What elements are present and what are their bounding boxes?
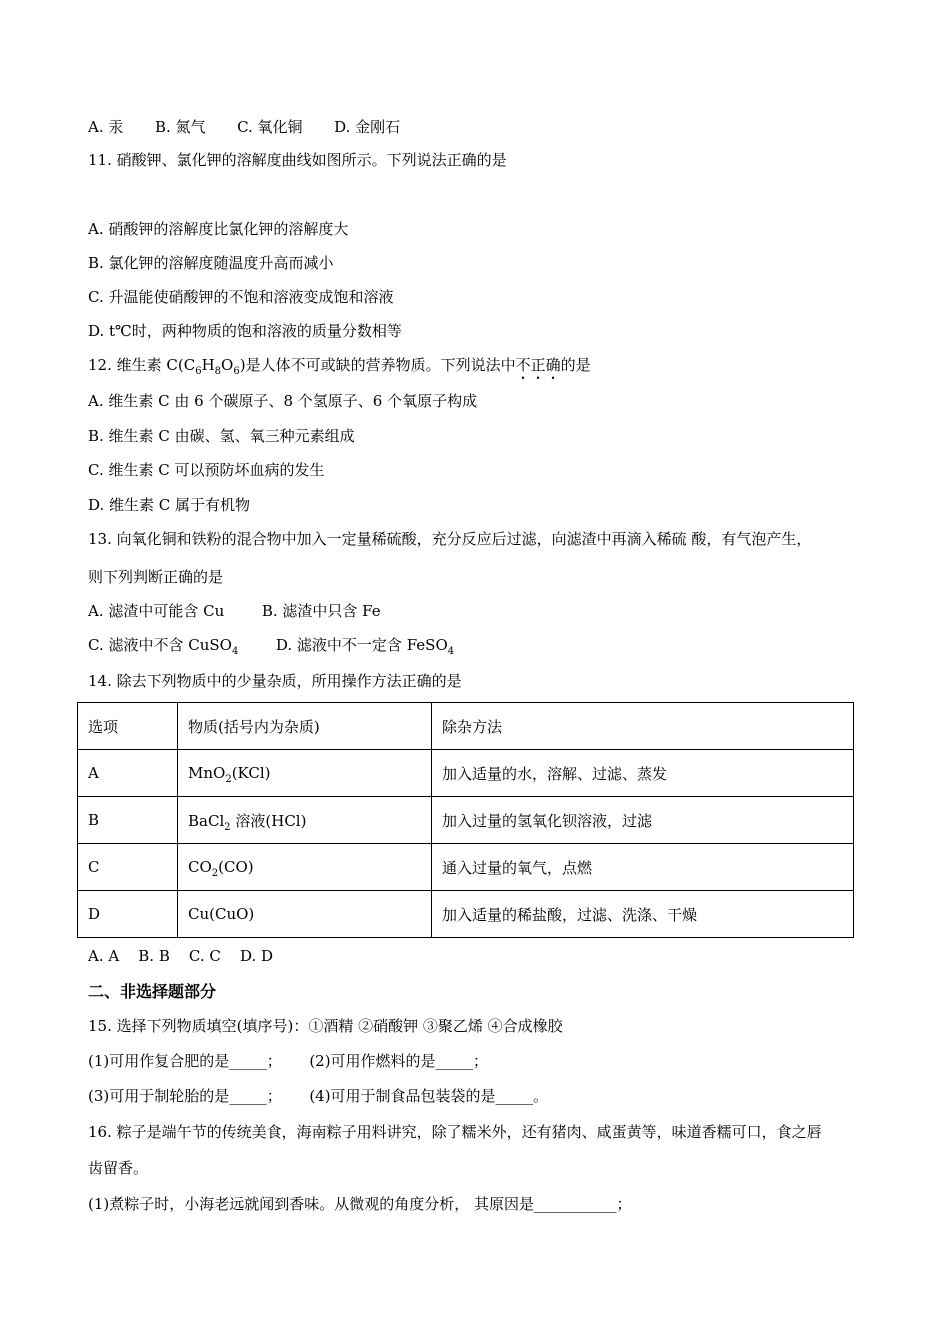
q13-options-ab <box>88 601 381 621</box>
q12-option-b: B. 维生素 C 由碳、氢、氧三种元素组成 <box>88 427 355 445</box>
substance-sub: 2 <box>225 774 232 785</box>
q10-option-c: C. 氧化铜 <box>237 118 303 136</box>
table-cell-method: 加入适量的水，溶解、过滤、蒸发 <box>432 750 854 797</box>
q15-stem: 15. 选择下列物质填空(填序号)：①酒精 ②硝酸钾 ③聚乙烯 ④合成橡胶 <box>88 1017 563 1035</box>
substance-text: (CO) <box>218 858 254 876</box>
q16-sub-question-1: (1)煮粽子时，小海老远就闻到香味。从微观的角度分析， 其原因是___________； <box>88 1195 632 1213</box>
table-cell-substance <box>178 797 432 844</box>
q10-option-b: B. 氮气 <box>154 118 206 136</box>
q12-option-d: D. 维生素 C 属于有机物 <box>88 496 251 514</box>
table-header-cell: 除杂方法 <box>432 703 854 750</box>
q12-option-a: A. 维生素 C 由 6 个碳原子、8 个氢原子、6 个氧原子构成 <box>88 392 478 410</box>
q12-stem-mid: )是人体不可或缺的营养物质。下列说法中 <box>239 356 516 374</box>
q15-blank-3: (3)可用于制轮胎的是_____； <box>88 1087 282 1105</box>
q12-emphasis: 不正确 <box>515 356 561 374</box>
table-row <box>78 750 854 797</box>
table-cell-option: D <box>78 891 178 938</box>
table-cell-option: C <box>78 844 178 891</box>
q13-option-c-text: C. 滤液中不含 CuSO <box>88 636 232 654</box>
table-cell-substance <box>178 750 432 797</box>
table-row <box>78 797 854 844</box>
q11-option-b: B. 氯化钾的溶解度随温度升高而减小 <box>88 254 334 272</box>
q10-options <box>88 117 400 137</box>
substance-text: BaCl <box>188 811 225 830</box>
table-row <box>78 891 854 938</box>
q12-stem <box>88 355 591 383</box>
table-header-cell: 选项 <box>78 703 178 750</box>
q13-option-d <box>275 636 455 657</box>
table-cell-method: 加入适量的稀盐酸，过滤、洗涤、干燥 <box>432 891 854 938</box>
q11-option-c: C. 升温能使硝酸钾的不饱和溶液变成饱和溶液 <box>88 288 394 306</box>
table-row <box>78 844 854 891</box>
table-header-cell: 物质(括号内为杂质) <box>178 703 432 750</box>
substance-text: (KCl) <box>231 764 271 782</box>
q10-option-a: A. 汞 <box>88 118 124 136</box>
q16-stem-1: 16. 粽子是端午节的传统美食，海南粽子用料讲究，除了糯米外，还有猪肉、咸蛋黄等，味道香糯可口，食之唇 <box>88 1123 822 1141</box>
q14-answer-options: A. A B. B C. C D. D <box>88 947 274 965</box>
q14-table <box>77 702 854 938</box>
table-cell-option: B <box>78 797 178 844</box>
q12-option-c: C. 维生素 C 可以预防坏血病的发生 <box>88 461 325 479</box>
q13-options-cd <box>88 635 454 655</box>
table-cell-substance <box>178 844 432 891</box>
table-cell-substance <box>178 891 432 938</box>
q10-option-d: D. 金刚石 <box>334 118 401 136</box>
q12-sub: 6 <box>195 366 202 377</box>
q12-stem-suffix: 的是 <box>560 356 591 374</box>
q13-option-b: B. 滤渣中只含 Fe <box>261 602 381 620</box>
substance-text: MnO <box>188 764 226 782</box>
q13-stem-2: 则下列判断正确的是 <box>88 568 224 586</box>
q15-blank-2: (2)可用作燃料的是_____； <box>309 1052 489 1070</box>
substance-sub: 2 <box>211 868 219 879</box>
q16-stem-2: 齿留香。 <box>88 1159 149 1177</box>
section-heading: 二、非选择题部分 <box>88 982 217 1001</box>
substance-text: 溶液(HCl) <box>230 811 307 830</box>
q15-blank-4: (4)可用于制食品包装袋的是_____。 <box>309 1087 549 1105</box>
table-cell-method: 加入过量的氢氧化钡溶液，过滤 <box>432 797 854 844</box>
q13-option-c-sub: 4 <box>231 646 239 657</box>
q15-blank-1: (1)可用作复合肥的是_____； <box>88 1052 282 1070</box>
substance-sub: 2 <box>224 821 231 833</box>
substance-text: Cu(CuO) <box>188 905 255 923</box>
q13-stem-1: 13. 向氧化铜和铁粉的混合物中加入一定量稀硫酸，充分反应后过滤，向滤渣中再滴入稀硫 酸，有气泡产生， <box>88 530 812 548</box>
q12-stem-prefix: 12. 维生素 C(C <box>88 356 196 374</box>
q14-stem: 14. 除去下列物质中的少量杂质，所用操作方法正确的是 <box>88 672 462 690</box>
q15-line-2 <box>88 1086 548 1106</box>
q12-mid: O <box>221 356 234 374</box>
q11-option-a: A. 硝酸钾的溶解度比氯化钾的溶解度大 <box>88 220 349 238</box>
q13-option-c <box>88 636 239 657</box>
q13-option-d-sub: 4 <box>447 646 455 657</box>
substance-text: CO <box>188 858 212 876</box>
table-cell-method: 通入过量的氧气，点燃 <box>432 844 854 891</box>
q13-option-a: A. 滤渣中可能含 Cu <box>88 602 225 620</box>
q12-sub: 6 <box>233 366 240 377</box>
table-cell-option: A <box>78 750 178 797</box>
q11-stem: 11. 硝酸钾、氯化钾的溶解度曲线如图所示。下列说法正确的是 <box>88 151 507 169</box>
q11-option-d: D. t℃时，两种物质的饱和溶液的质量分数相等 <box>88 322 402 340</box>
q13-option-d-text: D. 滤液中不一定含 FeSO <box>275 636 448 654</box>
q15-line-1 <box>88 1051 488 1071</box>
table-header-row <box>78 703 854 750</box>
q12-sub: 8 <box>214 366 222 377</box>
q12-mid: H <box>201 356 215 374</box>
